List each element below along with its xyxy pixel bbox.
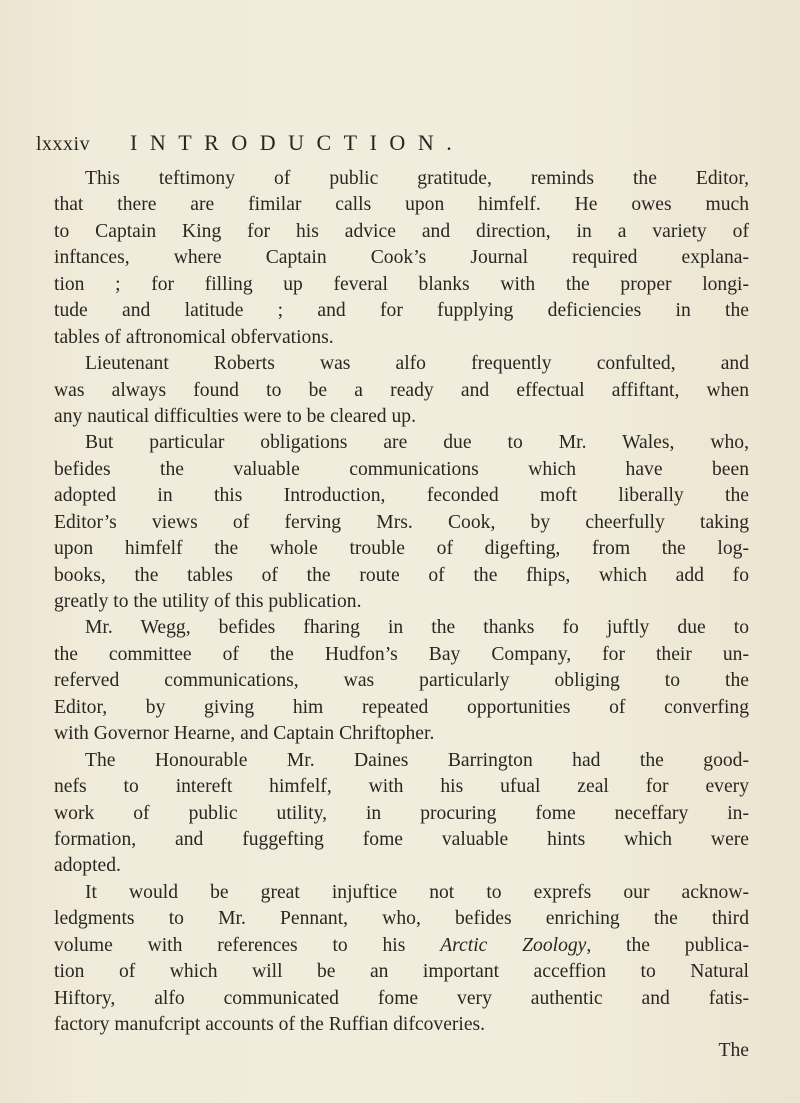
page-title: INTRODUCTION.	[130, 130, 465, 155]
text-line: referved communications, was particularly obliging to the	[54, 670, 749, 692]
text-run: volume with references to his	[54, 934, 441, 956]
text-line: books, the tables of the route of the fhips, which add fo	[54, 564, 749, 586]
body-text	[54, 166, 749, 1065]
text-line: befides the valuable communications which have been	[54, 458, 749, 480]
running-head	[36, 130, 766, 163]
text-line: formation, and fuggefting fome valuable hints which were	[54, 828, 749, 850]
text-line: tion of which will be an important acceffion to Natural	[54, 961, 749, 983]
text-line: It would be great injuftice not to exprefs our acknow-	[85, 881, 749, 903]
catchword: The	[718, 1040, 749, 1062]
text-line: tude and latitude ; and for fupplying deficiencies in the	[54, 300, 749, 322]
text-line: any nautical difficulties were to be cleared up.	[54, 405, 416, 427]
text-line: ledgments to Mr. Pennant, who, befides enriching the third	[54, 908, 749, 930]
text-run: , the publica-	[586, 934, 749, 956]
text-line: greatly to the utility of this publication.	[54, 591, 362, 612]
text-line: Lieutenant Roberts was alfo frequently confulted, and	[85, 353, 749, 375]
text-line: Editor’s views of ferving Mrs. Cook, by cheerfully taking	[54, 511, 749, 533]
page-number: lxxxiv	[36, 133, 91, 155]
text-line: Hiftory, alfo communicated fome very authentic and fatis-	[54, 987, 749, 1009]
text-line: inftances, where Captain Cook’s Journal required explana-	[54, 247, 749, 269]
text-line: tion ; for filling up feveral blanks with the proper longi-	[54, 273, 749, 295]
text-line: adopted.	[54, 855, 121, 877]
text-line: upon himfelf the whole trouble of digefting, from the log-	[54, 538, 749, 560]
text-line: factory manufcript accounts of the Ruffian difcoveries.	[54, 1014, 486, 1035]
text-line: the committee of the Hudfon’s Bay Company, for their un-	[54, 643, 749, 665]
text-line: adopted in this Introduction, feconded moft liberally the	[54, 485, 749, 507]
text-line: to Captain King for his advice and direction, in a variety of	[54, 220, 749, 242]
text-line: that there are fimilar calls upon himfelf. He owes much	[54, 194, 749, 216]
text-line: tables of aftronomical obfervations.	[54, 326, 334, 348]
text-line: nefs to intereft himfelf, with his ufual zeal for every	[54, 776, 749, 798]
text-line: Mr. Wegg, befides fharing in the thanks fo juftly due to	[85, 617, 749, 639]
italic-title: Arctic Zoology	[440, 934, 587, 956]
text-line: was always found to be a ready and effectual affiftant, when	[54, 379, 749, 401]
text-line: But particular obligations are due to Mr. Wales, who,	[85, 432, 749, 454]
text-line: This teftimony of public gratitude, reminds the Editor,	[85, 168, 749, 189]
text-line: with Governor Hearne, and Captain Chriftopher.	[54, 723, 435, 745]
text-line: work of public utility, in procuring fome neceffary in-	[54, 802, 749, 824]
text-line-with-italic	[54, 933, 749, 959]
text-line: The Honourable Mr. Daines Barrington had the good-	[85, 749, 749, 771]
text-line: Editor, by giving him repeated opportunities of converfing	[54, 696, 749, 718]
